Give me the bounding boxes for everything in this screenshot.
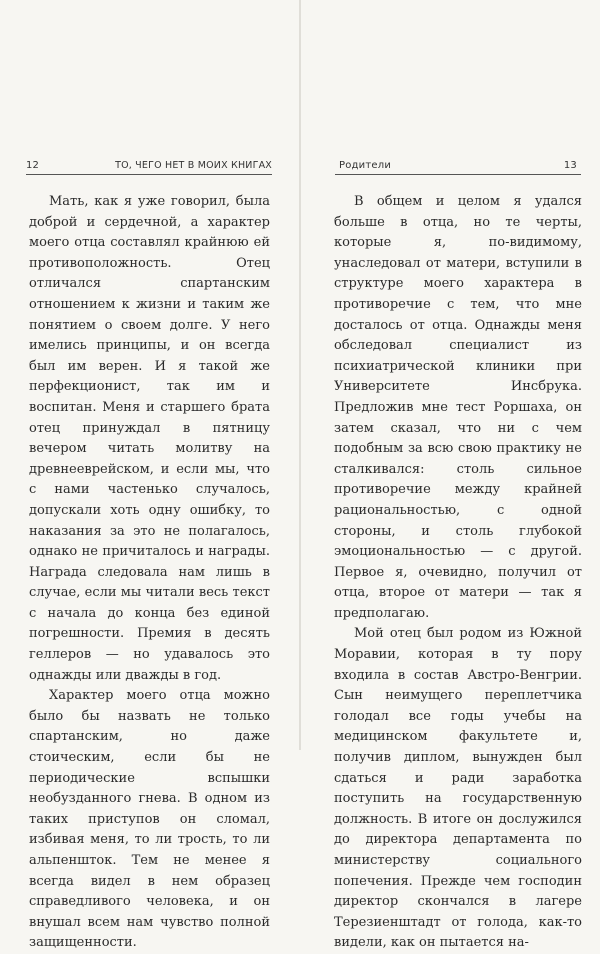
paragraph: Характер моего отца можно было бы назвать не только спартанским, но даже стоическим, если бы не периодические вспышки необузданного гнева. В одном из таких приступов он сломал, избивая меня, то ли трость, то ли альпеншток. Тем не менее я всегда видел в нем образец справедливого человека, и он внушал всем нам чувство полной защищенности. — [29, 688, 270, 951]
header-rule — [335, 174, 581, 175]
paragraph: Мой отец был родом из Южной Моравии, которая в ту пору входила в состав Австро-Венгрии. Сын неимущего переплетчика голодал все годы учебы на медицинском факультете и, получив диплом, вынужден был сдаться и ради заработка поступить на государственную должность. В итоге он дослужился до директора департамента по министерству социального попечения. Прежде чем господин директор скончался в лагере Терезиенштадт от голода, как-то видели, как он пытается на- — [334, 626, 582, 951]
right-page-text — [334, 192, 582, 954]
right-page — [301, 0, 600, 951]
right-page-number: 13 — [563, 160, 577, 171]
left-page — [0, 0, 299, 951]
left-page-header — [26, 158, 272, 176]
left-running-head: ТО, ЧЕГО НЕТ В МОИХ КНИГАХ — [115, 160, 272, 171]
right-page-header — [335, 158, 581, 176]
header-rule — [26, 174, 272, 175]
paragraph: Мать, как я уже говорил, была доброй и сердечной, а характер моего отца составлял крайнюю ей противоположность. Отец отличался спартанским отношением к жизни и таким же понятием о своем долге. У него имелись принципы, и он всегда был им верен. И я такой же перфекционист, так им и воспитан. Меня и старшего брата отец принуждал в пятницу вечером читать молитву на древнееврейском, и если мы, что с нами частенько случалось, допускали хоть одну ошибку, то наказания за это не полагалось, однако не причиталось и награды. Награда следовала нам лишь в случае, если мы читали весь текст с начала до конца без единой погрешности. Премия в десять геллеров — но удавалось это однажды или дважды в год. — [29, 194, 270, 683]
right-running-head: Родители — [339, 160, 392, 171]
left-page-number: 12 — [26, 160, 40, 171]
paragraph: В общем и целом я удался больше в отца, но те черты, которые я, по-видимому, унаследовал от матери, вступили в структуре моего характера в противоречие с тем, что мне досталось от отца. Однажды меня обследовал специалист из психиатрической клиники при Университете Инсбрука. Предложив мне тест Роршаха, он затем сказал, что ни с чем подобным за всю свою практику не сталкивался: столь сильное противоречие между крайней рациональностью, с одной стороны, и столь глубокой эмоциональностью — с другой. Первое я, очевидно, получил от отца, второе от матери — так я предполагаю. — [334, 194, 582, 621]
left-page-text — [29, 192, 270, 954]
